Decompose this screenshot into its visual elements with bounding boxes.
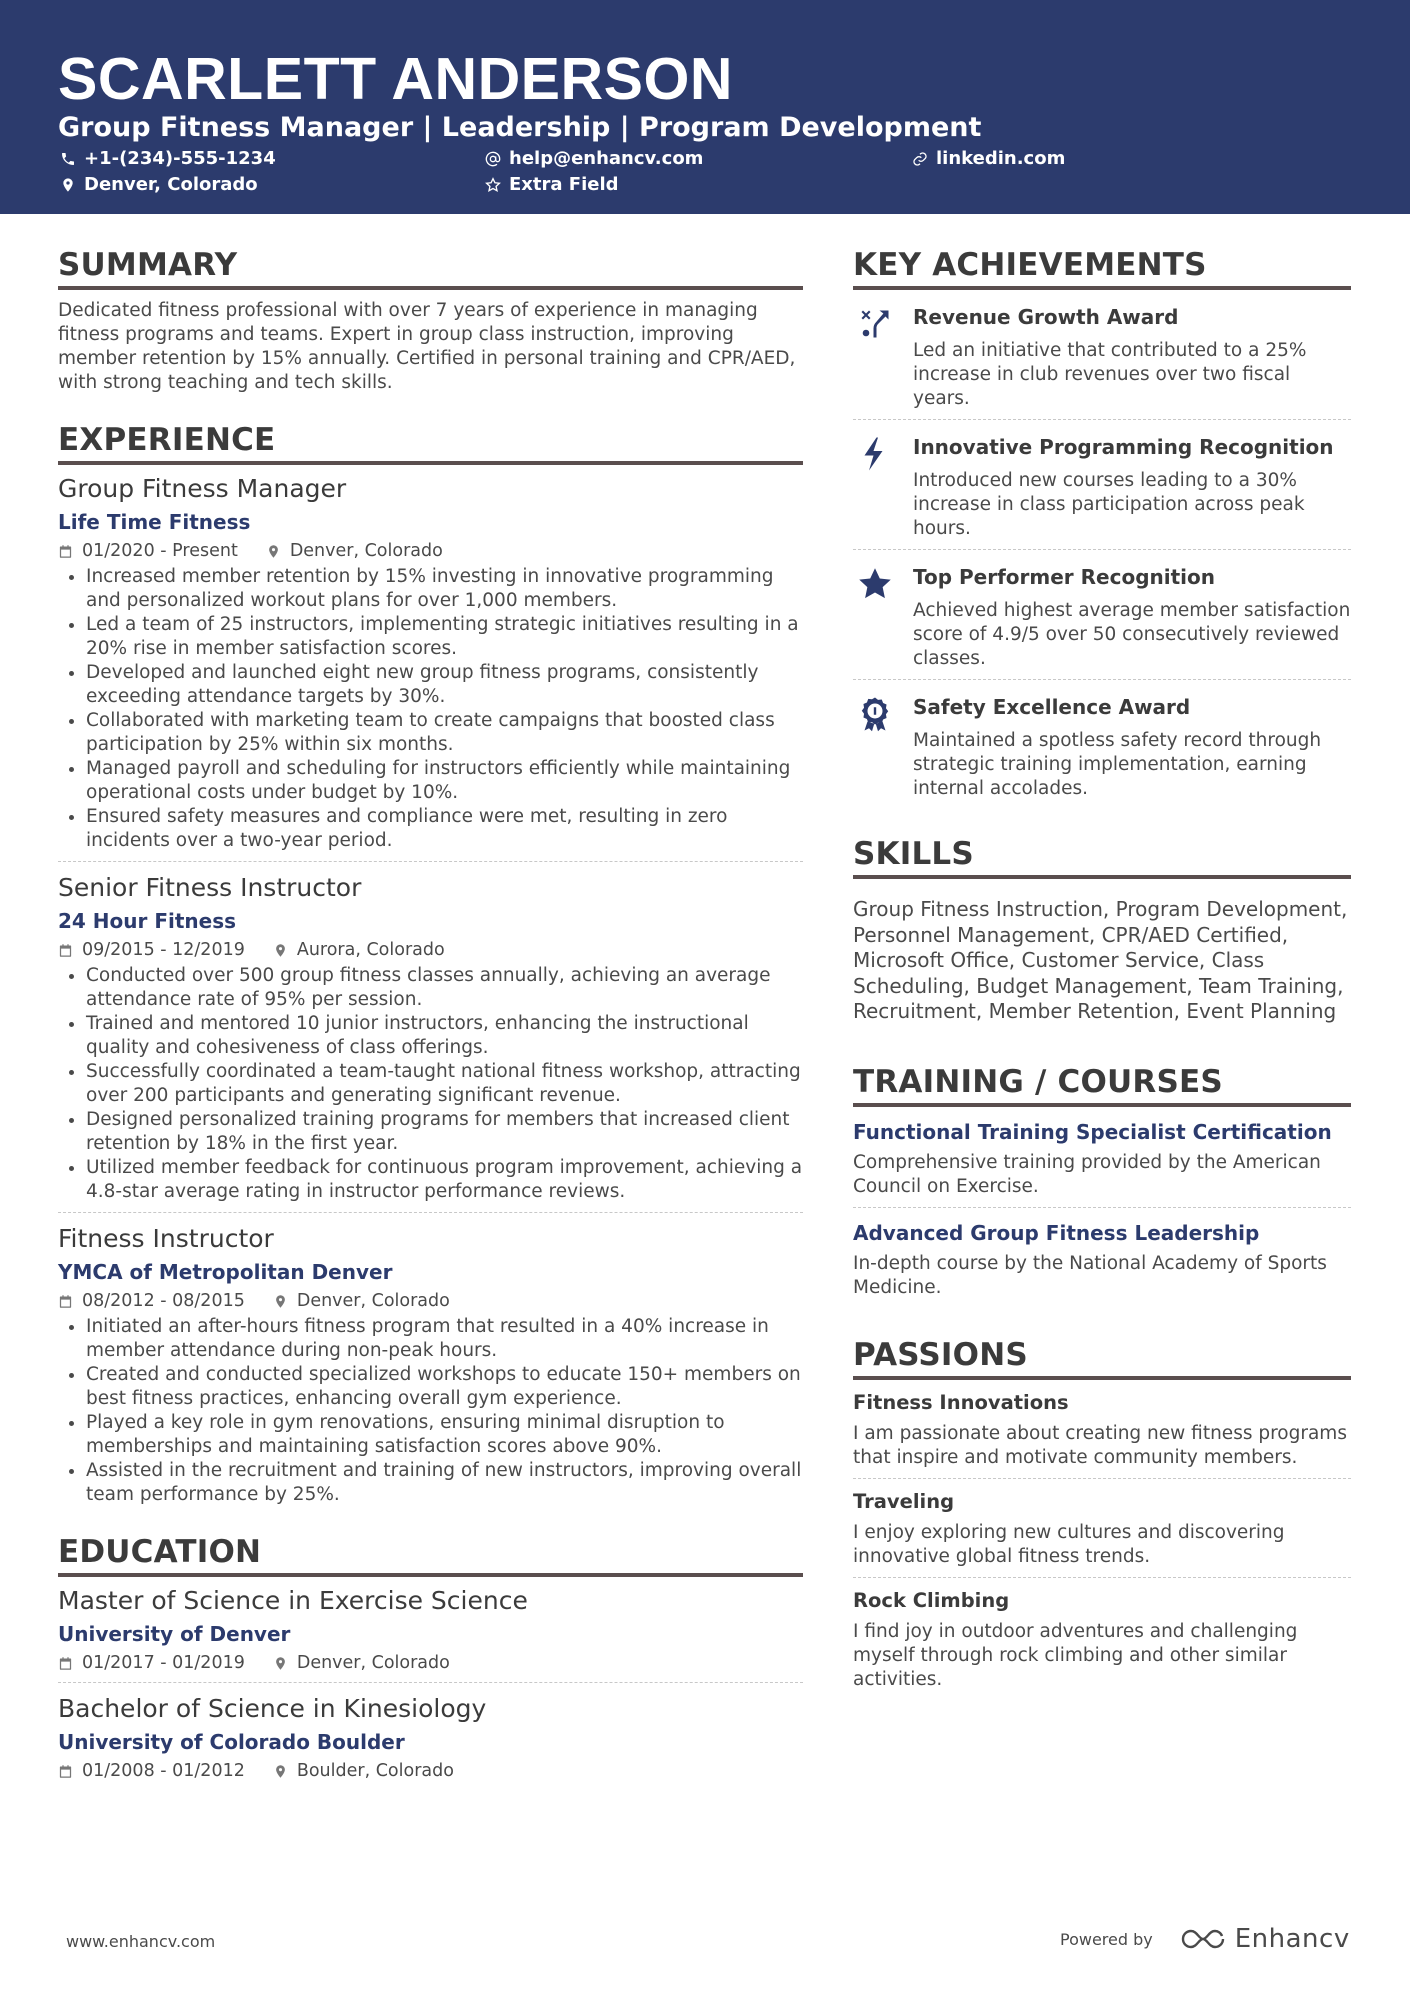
job-entry <box>58 1223 803 1515</box>
degree-title: Master of Science in Exercise Science <box>58 1586 528 1615</box>
contact-phone[interactable] <box>60 148 276 170</box>
achievements-heading: KEY ACHIEVEMENTS <box>853 246 1351 290</box>
experience-section <box>58 421 803 1515</box>
footer-branding[interactable] <box>1060 1924 1350 1954</box>
bullet-item: Increased member retention by 15% investing in innovative programming and personalized workout plans for over 1,000 members. <box>58 565 803 613</box>
summary-section <box>58 246 803 395</box>
course-item <box>853 1107 1351 1208</box>
phone-text: +1-(234)-555-1234 <box>84 148 276 169</box>
job-meta <box>58 939 803 961</box>
summary-heading: SUMMARY <box>58 246 803 290</box>
location-pin-icon <box>273 1294 288 1309</box>
location-text: Denver, Colorado <box>84 174 258 195</box>
contact-link[interactable] <box>912 148 1065 170</box>
job-bullets <box>58 1315 803 1507</box>
education-location: Denver, Colorado <box>296 1653 450 1673</box>
education-entry <box>58 1585 803 1683</box>
education-dates: 01/2017 - 01/2019 <box>82 1653 245 1673</box>
passion-title: Rock Climbing <box>853 1588 1010 1612</box>
calendar-icon <box>58 943 73 958</box>
achievement-desc: Achieved highest average member satisfaction score of 4.9/5 over 50 consecutively reviewed classes. <box>913 600 1351 669</box>
job-title: Fitness Instructor <box>58 1224 274 1253</box>
link-icon <box>912 151 928 167</box>
education-location: Boulder, Colorado <box>296 1761 454 1781</box>
course-desc: In-depth course by the National Academy of Sports Medicine. <box>853 1252 1327 1298</box>
candidate-name: SCARLETT ANDERSON <box>58 46 733 112</box>
achievement-title: Innovative Programming Recognition <box>913 435 1334 459</box>
bullet-item: Collaborated with marketing team to create campaigns that boosted class participation by 25% within six months. <box>58 709 803 757</box>
education-section <box>58 1533 803 1790</box>
calendar-icon <box>58 544 73 559</box>
course-item <box>853 1208 1351 1308</box>
bullet-item: Created and conducted specialized workshops to educate 150+ members on best fitness practices, enhancing overall gym experience. <box>58 1363 803 1411</box>
achievement-item <box>853 680 1351 809</box>
passion-desc: I find joy in outdoor adventures and challenging myself through rock climbing and other similar activities. <box>853 1620 1298 1690</box>
job-location: Denver, Colorado <box>289 541 443 561</box>
achievement-title: Revenue Growth Award <box>913 305 1179 329</box>
skills-heading: SKILLS <box>853 835 1351 879</box>
bullet-item: Utilized member feedback for continuous program improvement, achieving a 4.8-star average rating in instructor performance reviews. <box>58 1156 803 1204</box>
passions-section <box>853 1336 1351 1700</box>
training-section <box>853 1063 1351 1308</box>
star-outline-icon <box>485 177 501 193</box>
job-entry <box>58 473 803 862</box>
bullet-item: Managed payroll and scheduling for instructors efficiently while maintaining operational costs under budget by 10%. <box>58 757 803 805</box>
star-icon <box>857 566 893 602</box>
job-meta <box>58 1290 803 1312</box>
passions-heading: PASSIONS <box>853 1336 1351 1380</box>
location-pin-icon <box>273 1656 288 1671</box>
job-dates: 08/2012 - 08/2015 <box>82 1291 245 1311</box>
achievement-item <box>853 420 1351 550</box>
company-name: 24 Hour Fitness <box>58 909 237 933</box>
bullet-item: Played a key role in gym renovations, ensuring minimal disruption to memberships and maintaining satisfaction scores above 90%. <box>58 1411 803 1459</box>
job-meta <box>58 540 803 562</box>
passion-desc: I enjoy exploring new cultures and discovering innovative global fitness trends. <box>853 1521 1285 1567</box>
skills-section <box>853 835 1351 1025</box>
company-name: Life Time Fitness <box>58 510 251 534</box>
calendar-icon <box>58 1656 73 1671</box>
bullet-item: Trained and mentored 10 junior instructors, enhancing the instructional quality and cohesiveness of class offerings. <box>58 1012 803 1060</box>
achievement-desc: Maintained a spotless safety record through strategic training implementation, earning internal accolades. <box>913 730 1322 799</box>
passion-title: Fitness Innovations <box>853 1390 1069 1414</box>
education-meta <box>58 1652 803 1674</box>
education-heading: EDUCATION <box>58 1533 803 1577</box>
job-title: Group Fitness Manager <box>58 474 347 503</box>
enhancv-brand: Enhancv <box>1234 1924 1350 1954</box>
achievement-desc: Introduced new courses leading to a 30% increase in class participation across peak hours. <box>913 470 1305 539</box>
degree-title: Bachelor of Science in Kinesiology <box>58 1694 487 1723</box>
job-location: Aurora, Colorado <box>296 940 445 960</box>
bullet-item: Assisted in the recruitment and training of new instructors, improving overall team performance by 25%. <box>58 1459 803 1507</box>
course-title: Functional Training Specialist Certification <box>853 1119 1332 1144</box>
job-bullets <box>58 565 803 853</box>
enhancv-logo-icon <box>1179 1926 1227 1952</box>
candidate-subtitle: Group Fitness Manager | Leadership | Program Development <box>58 112 982 143</box>
education-meta <box>58 1760 803 1782</box>
school-name: University of Colorado Boulder <box>58 1730 405 1754</box>
footer-website[interactable]: www.enhancv.com <box>66 1932 216 1951</box>
at-icon <box>485 151 501 167</box>
skills-text: Group Fitness Instruction, Program Development, Personnel Management, CPR/AED Certified, Microsoft Office, Customer Service, Class Scheduling, Budget Management, Team Training, Recruitment, Member Retention, Event Planning <box>853 897 1348 1023</box>
passion-desc: I am passionate about creating new fitness programs that inspire and motivate community members. <box>853 1422 1347 1468</box>
bullet-item: Successfully coordinated a team-taught national fitness workshop, attracting over 200 participants and generating significant revenue. <box>58 1060 803 1108</box>
phone-icon <box>60 151 76 167</box>
education-entry <box>58 1693 803 1790</box>
school-name: University of Denver <box>58 1622 291 1646</box>
bullet-item: Initiated an after-hours fitness program that resulted in a 40% increase in member attendance during non-peak hours. <box>58 1315 803 1363</box>
passion-item <box>853 1479 1351 1578</box>
job-dates: 01/2020 - Present <box>82 541 238 561</box>
bullet-item: Developed and launched eight new group fitness programs, consistently exceeding attendance targets by 30%. <box>58 661 803 709</box>
calendar-icon <box>58 1294 73 1309</box>
contact-extra <box>485 174 619 196</box>
education-dates: 01/2008 - 01/2012 <box>82 1761 245 1781</box>
location-pin-icon <box>60 177 76 193</box>
training-heading: TRAINING / COURSES <box>853 1063 1351 1107</box>
location-pin-icon <box>273 1764 288 1779</box>
passion-item <box>853 1380 1351 1479</box>
strategy-icon <box>857 306 893 342</box>
achievement-item <box>853 550 1351 680</box>
summary-text: Dedicated fitness professional with over 7 years of experience in managing fitness programs and teams. Expert in group class instruction, improving member retention by 15% annually. Certified in personal training and CPR/AED, with strong teaching and tech skills. <box>58 300 796 393</box>
location-pin-icon <box>273 943 288 958</box>
achievement-desc: Led an initiative that contributed to a 25% increase in club revenues over two fiscal years. <box>913 340 1307 409</box>
achievements-section <box>853 246 1351 809</box>
contact-email[interactable] <box>485 148 703 170</box>
powered-by-label: Powered by <box>1060 1929 1153 1949</box>
bullet-item: Designed personalized training programs for members that increased client retention by 18% in the first year. <box>58 1108 803 1156</box>
calendar-icon <box>58 1764 73 1779</box>
contact-location <box>60 174 258 196</box>
bullet-item: Conducted over 500 group fitness classes annually, achieving an average attendance rate of 95% per session. <box>58 964 803 1012</box>
link-text: linkedin.com <box>936 148 1066 169</box>
bullet-item: Ensured safety measures and compliance were met, resulting in zero incidents over a two-year period. <box>58 805 803 853</box>
job-bullets <box>58 964 803 1204</box>
achievement-title: Top Performer Recognition <box>913 565 1215 589</box>
job-location: Denver, Colorado <box>296 1291 450 1311</box>
extra-text: Extra Field <box>509 174 619 195</box>
right-column <box>853 246 1351 1726</box>
passion-item <box>853 1578 1351 1700</box>
lightning-icon <box>857 436 893 472</box>
passion-title: Traveling <box>853 1489 955 1513</box>
achievement-item <box>853 290 1351 420</box>
job-entry <box>58 872 803 1213</box>
course-title: Advanced Group Fitness Leadership <box>853 1220 1260 1245</box>
email-text: help@enhancv.com <box>509 148 704 169</box>
bullet-item: Led a team of 25 instructors, implementing strategic initiatives resulting in a 20% rise in member satisfaction scores. <box>58 613 803 661</box>
experience-heading: EXPERIENCE <box>58 421 803 465</box>
location-pin-icon <box>266 544 281 559</box>
resume-header <box>0 0 1410 214</box>
job-dates: 09/2015 - 12/2019 <box>82 940 245 960</box>
course-desc: Comprehensive training provided by the American Council on Exercise. <box>853 1151 1321 1197</box>
company-name: YMCA of Metropolitan Denver <box>58 1260 393 1284</box>
award-ribbon-icon <box>857 696 893 732</box>
job-title: Senior Fitness Instructor <box>58 873 362 902</box>
left-column <box>58 246 803 1816</box>
achievement-title: Safety Excellence Award <box>913 695 1191 719</box>
